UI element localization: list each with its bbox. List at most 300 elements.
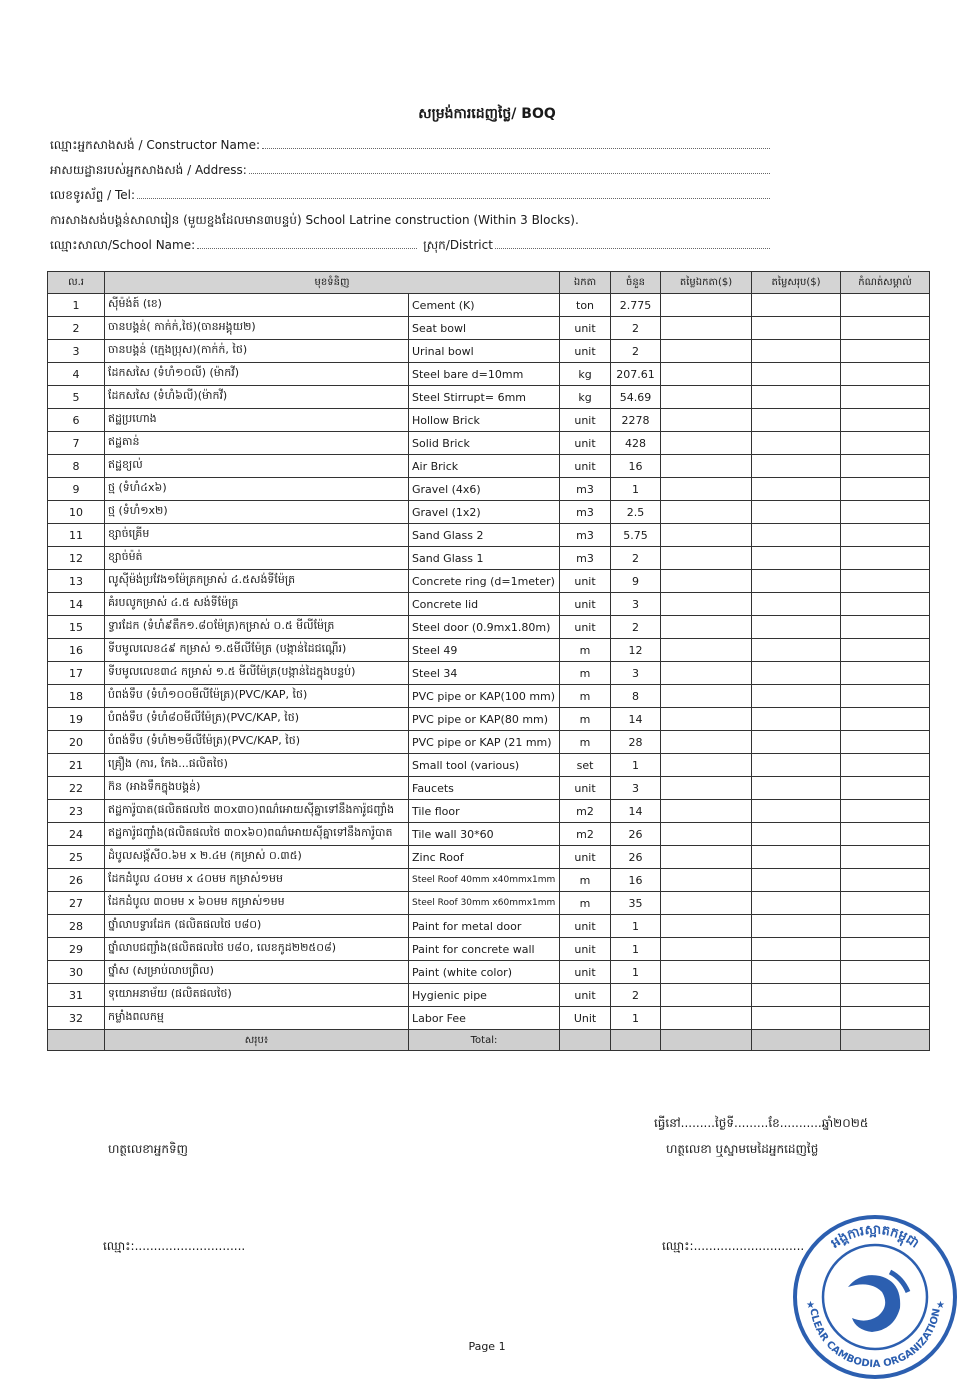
cell-unit-price[interactable] — [661, 869, 752, 892]
cell-total-price[interactable] — [752, 294, 841, 317]
table-header-row — [48, 272, 930, 294]
cell-unit: unit — [560, 616, 611, 639]
cell-total-price[interactable] — [752, 616, 841, 639]
cell-unit: unit — [560, 455, 611, 478]
cell-unit-price[interactable] — [661, 340, 752, 363]
cell-total-price[interactable] — [752, 455, 841, 478]
table-row — [48, 501, 930, 524]
cell-item-en: Tile floor — [409, 800, 560, 823]
cell-unit-price[interactable] — [661, 524, 752, 547]
cell-remarks[interactable] — [841, 961, 930, 984]
address-label: អាសយដ្ឋានរបស់អ្នកសាងសង់ / Address: — [50, 163, 247, 177]
cell-remarks[interactable] — [841, 363, 930, 386]
table-row — [48, 1007, 930, 1030]
cell-total-price[interactable] — [752, 501, 841, 524]
cell-qty: 2.775 — [611, 294, 661, 317]
cell-item-en: Steel Stirrupt= 6mm — [409, 386, 560, 409]
cell-item-kh: ថ្នាំលាបជញ្ជាំង(ផលិតផលថៃ ប៨០, លេខកូដ២២៥០៨) — [105, 938, 409, 961]
cell-unit-price[interactable] — [661, 478, 752, 501]
cell-unit: m3 — [560, 501, 611, 524]
table-row — [48, 547, 930, 570]
cell-unit-price[interactable] — [661, 708, 752, 731]
col-header-total-price: តម្លៃសរុប($) — [752, 272, 841, 294]
cell-total-price[interactable] — [752, 984, 841, 1007]
cell-total-price[interactable] — [752, 915, 841, 938]
table-row — [48, 708, 930, 731]
tel-blank[interactable] — [137, 188, 770, 199]
cell-no: 23 — [48, 800, 105, 823]
cell-total-price[interactable] — [752, 524, 841, 547]
cell-qty: 2 — [611, 317, 661, 340]
cell-total-price[interactable] — [752, 409, 841, 432]
cell-qty: 3 — [611, 593, 661, 616]
cell-unit-price[interactable] — [661, 1007, 752, 1030]
cell-item-kh: លូស៊ីម៉ង់ប្រវែង១ម៉ែត្រកម្រាស់ ៤.៥សង់ទីម៉ែត្រ — [105, 570, 409, 593]
cell-unit: unit — [560, 317, 611, 340]
cell-remarks[interactable] — [841, 984, 930, 1007]
cell-unit-price[interactable] — [661, 961, 752, 984]
cell-unit-price[interactable] — [661, 754, 752, 777]
cell-unit: kg — [560, 386, 611, 409]
cell-no: 7 — [48, 432, 105, 455]
cell-item-kh: គំរបលូកម្រាស់ ៤.៥ សង់ទីម៉ែត្រ — [105, 593, 409, 616]
total-cell-unit — [560, 1030, 611, 1051]
stamp-text-bottom: CLEAR CAMBODIA ORGANIZATION — [807, 1307, 943, 1371]
cell-item-kh: ដែកដំបូល ៣០មម x ៦០មម កម្រាស់១មម — [105, 892, 409, 915]
cell-item-en: Cement (K) — [409, 294, 560, 317]
cell-item-kh: ទីបមូលលេខ៣៤ កម្រាស់ ១.៥ មីលីម៉ែត្រ(បង្កាន់ដៃក្នុងបន្ទប់) — [105, 662, 409, 685]
table-row — [48, 754, 930, 777]
cell-item-en: Paint for concrete wall — [409, 938, 560, 961]
cell-unit-price[interactable] — [661, 846, 752, 869]
cell-unit: m — [560, 731, 611, 754]
cell-unit: unit — [560, 593, 611, 616]
cell-item-kh: កម្លាំងពលកម្ម — [105, 1007, 409, 1030]
cell-qty: 14 — [611, 708, 661, 731]
cell-item-kh: ចានបង្គន់ (ក្មេងប្រុស)(កាក់ក់, ថៃ) — [105, 340, 409, 363]
cell-remarks[interactable] — [841, 846, 930, 869]
cell-qty: 1 — [611, 915, 661, 938]
table-row — [48, 386, 930, 409]
cell-remarks[interactable] — [841, 478, 930, 501]
cell-no: 3 — [48, 340, 105, 363]
cell-unit: unit — [560, 984, 611, 1007]
cell-no: 20 — [48, 731, 105, 754]
cell-item-en: Steel door (0.9mx1.80m) — [409, 616, 560, 639]
cell-remarks[interactable] — [841, 662, 930, 685]
cell-unit: m3 — [560, 478, 611, 501]
cell-item-kh: ក៊ន (អាងទឹកក្នុងបង្គន់) — [105, 777, 409, 800]
total-cell-remarks — [841, 1030, 930, 1051]
cell-item-en: Paint (white color) — [409, 961, 560, 984]
col-header-unit: ឯកតា — [560, 272, 611, 294]
cell-qty: 2.5 — [611, 501, 661, 524]
table-row — [48, 984, 930, 1007]
cell-item-en: Steel Roof 40mm x40mmx1mm — [409, 869, 560, 892]
cell-remarks[interactable] — [841, 432, 930, 455]
cell-qty: 28 — [611, 731, 661, 754]
constructor-name-line — [50, 137, 770, 155]
cell-remarks[interactable] — [841, 1007, 930, 1030]
cell-remarks[interactable] — [841, 639, 930, 662]
table-row — [48, 892, 930, 915]
cell-no: 24 — [48, 823, 105, 846]
cell-unit-price[interactable] — [661, 938, 752, 961]
tel-label: លេខទូរស័ព្ទ / Tel: — [50, 188, 136, 202]
cell-total-price[interactable] — [752, 961, 841, 984]
cell-unit-price[interactable] — [661, 800, 752, 823]
cell-no: 30 — [48, 961, 105, 984]
cell-qty: 54.69 — [611, 386, 661, 409]
total-label-kh: សរុប៖ — [105, 1030, 409, 1051]
cell-total-price[interactable] — [752, 938, 841, 961]
cell-unit-price[interactable] — [661, 501, 752, 524]
buyer-signature-label: ហត្ថលេខាអ្នកទិញ — [108, 1142, 188, 1156]
cell-remarks[interactable] — [841, 685, 930, 708]
col-header-qty: ចំនួន — [611, 272, 661, 294]
cell-item-en: Gravel (4x6) — [409, 478, 560, 501]
cell-item-en: Concrete lid — [409, 593, 560, 616]
cell-qty: 14 — [611, 800, 661, 823]
cell-no: 27 — [48, 892, 105, 915]
cell-qty: 428 — [611, 432, 661, 455]
table-row — [48, 524, 930, 547]
bidder-signature-label: ហត្ថលេខា ឬស្នាមមេដៃអ្នកដេញថ្លៃ — [666, 1142, 819, 1156]
cell-item-kh: ខ្សាច់ម៉ត់ — [105, 547, 409, 570]
cell-item-en: Sand Glass 2 — [409, 524, 560, 547]
cell-no: 14 — [48, 593, 105, 616]
cell-remarks[interactable] — [841, 731, 930, 754]
cell-unit: m — [560, 869, 611, 892]
cell-remarks[interactable] — [841, 294, 930, 317]
cell-no: 12 — [48, 547, 105, 570]
cell-item-kh: ឥដ្ឋការ៉ូជញ្ជាំង(ផលិតផលថៃ ៣០x៦០)ពណ៌អោយស៊ីគ្នាទៅនឹងការ៉ូបាត — [105, 823, 409, 846]
cell-unit-price[interactable] — [661, 455, 752, 478]
cell-unit: m2 — [560, 800, 611, 823]
cell-unit-price[interactable] — [661, 685, 752, 708]
table-row — [48, 915, 930, 938]
constructor-name-label: ឈ្មោះអ្នកសាងសង់ / Constructor Name: — [50, 138, 260, 152]
table-row — [48, 294, 930, 317]
cell-unit-price[interactable] — [661, 777, 752, 800]
cell-no: 19 — [48, 708, 105, 731]
cell-item-kh: ថ្ម (ទំហំ៤x៦) — [105, 478, 409, 501]
cell-total-price[interactable] — [752, 823, 841, 846]
district-blank[interactable] — [495, 238, 770, 249]
cell-total-price[interactable] — [752, 892, 841, 915]
buyer-name-line[interactable]: ឈ្មោះ:............................. — [103, 1239, 246, 1253]
cell-unit: unit — [560, 846, 611, 869]
cell-unit-price[interactable] — [661, 386, 752, 409]
tel-line — [50, 187, 770, 205]
cell-item-en: PVC pipe or KAP (21 mm) — [409, 731, 560, 754]
cell-unit-price[interactable] — [661, 432, 752, 455]
project-description — [50, 212, 770, 230]
page-title: សម្រង់ការដេញថ្លៃ/ BOQ — [418, 106, 556, 122]
cell-unit-price[interactable] — [661, 616, 752, 639]
address-blank[interactable] — [249, 163, 770, 174]
cell-total-price[interactable] — [752, 593, 841, 616]
cell-unit-price[interactable] — [661, 662, 752, 685]
cell-qty: 2 — [611, 340, 661, 363]
col-header-unit-price: តម្លៃឯកតា($) — [661, 272, 752, 294]
cell-item-kh: ឥដ្ឋប្រហោង — [105, 409, 409, 432]
cell-item-en: Paint for metal door — [409, 915, 560, 938]
cell-item-kh: ដំបូលសង្ក័សី០.៦ម x ២.៤ម (កម្រាស់ ០.៣៥) — [105, 846, 409, 869]
cell-unit-price[interactable] — [661, 984, 752, 1007]
cell-item-kh: បំពង់ទឹប (ទំហំ១០០មីលីម៉ែត្រ)(PVC/KAP, ថៃ) — [105, 685, 409, 708]
cell-qty: 8 — [611, 685, 661, 708]
cell-qty: 26 — [611, 823, 661, 846]
cell-remarks[interactable] — [841, 915, 930, 938]
cell-total-price[interactable] — [752, 570, 841, 593]
table-row — [48, 662, 930, 685]
cell-item-kh: ខ្សាច់គ្រើម — [105, 524, 409, 547]
table-row — [48, 570, 930, 593]
cell-total-price[interactable] — [752, 547, 841, 570]
cell-item-en: Steel Roof 30mm x60mmx1mm — [409, 892, 560, 915]
cell-item-kh: ថ្នាំស (សម្រាប់លាបព្រិល) — [105, 961, 409, 984]
cell-total-price[interactable] — [752, 685, 841, 708]
cell-item-kh: ស៊ីម៉ង់ត៍ (ខេ) — [105, 294, 409, 317]
cell-unit-price[interactable] — [661, 915, 752, 938]
cell-remarks[interactable] — [841, 455, 930, 478]
table-row — [48, 777, 930, 800]
cell-item-en: Labor Fee — [409, 1007, 560, 1030]
cell-remarks[interactable] — [841, 547, 930, 570]
cell-total-price[interactable] — [752, 478, 841, 501]
cell-remarks[interactable] — [841, 524, 930, 547]
table-row — [48, 616, 930, 639]
cell-no: 26 — [48, 869, 105, 892]
table-row — [48, 340, 930, 363]
cell-item-kh: ទ្វារដែក (ទំហំ៩តឹក១.៨០ម៉ែត្រ)កម្រាស់ ០.៥ មីលីម៉ែត្រ — [105, 616, 409, 639]
cell-unit-price[interactable] — [661, 593, 752, 616]
cell-unit: unit — [560, 938, 611, 961]
cell-item-en: PVC pipe or KAP(80 mm) — [409, 708, 560, 731]
project-description-text: ការសាងសង់បង្គន់សាលារៀន (មួយខ្នងដែលមាន៣បន្ទប់) School Latrine construction (Within 3 Blocks). — [50, 213, 579, 227]
cell-remarks[interactable] — [841, 501, 930, 524]
total-label-en: Total: — [409, 1030, 560, 1051]
cell-total-price[interactable] — [752, 846, 841, 869]
cell-unit: set — [560, 754, 611, 777]
cell-total-price[interactable] — [752, 731, 841, 754]
table-row — [48, 823, 930, 846]
table-row — [48, 869, 930, 892]
cell-unit-price[interactable] — [661, 731, 752, 754]
cell-no: 16 — [48, 639, 105, 662]
cell-item-en: Steel bare d=10mm — [409, 363, 560, 386]
cell-item-en: Steel 49 — [409, 639, 560, 662]
constructor-name-blank[interactable] — [262, 138, 770, 149]
cell-remarks[interactable] — [841, 708, 930, 731]
cell-unit-price[interactable] — [661, 294, 752, 317]
cell-remarks[interactable] — [841, 593, 930, 616]
cell-qty: 2 — [611, 547, 661, 570]
cell-unit-price[interactable] — [661, 547, 752, 570]
cell-total-price[interactable] — [752, 386, 841, 409]
total-cell-total-price[interactable] — [752, 1030, 841, 1051]
cell-item-kh: ទុយោអនាម័យ (ផលិតផលថៃ) — [105, 984, 409, 1007]
table-row — [48, 846, 930, 869]
cell-unit-price[interactable] — [661, 317, 752, 340]
address-line — [50, 162, 770, 180]
cell-unit: unit — [560, 432, 611, 455]
cell-no: 28 — [48, 915, 105, 938]
cell-unit-price[interactable] — [661, 363, 752, 386]
cell-unit: unit — [560, 409, 611, 432]
cell-unit: ton — [560, 294, 611, 317]
cell-no: 11 — [48, 524, 105, 547]
cell-total-price[interactable] — [752, 869, 841, 892]
cell-item-en: PVC pipe or KAP(100 mm) — [409, 685, 560, 708]
cell-item-kh: ថ្ម (ទំហំ១x២) — [105, 501, 409, 524]
page-number: Page 1 — [468, 1340, 506, 1353]
cell-item-en: Steel 34 — [409, 662, 560, 685]
col-header-remarks: កំណត់សម្គាល់ — [841, 272, 930, 294]
total-cell-no — [48, 1030, 105, 1051]
cell-unit-price[interactable] — [661, 823, 752, 846]
cell-remarks[interactable] — [841, 317, 930, 340]
cell-remarks[interactable] — [841, 892, 930, 915]
cell-total-price[interactable] — [752, 432, 841, 455]
table-row — [48, 731, 930, 754]
cell-qty: 207.61 — [611, 363, 661, 386]
cell-unit: m — [560, 708, 611, 731]
table-row — [48, 363, 930, 386]
cell-no: 5 — [48, 386, 105, 409]
cell-item-en: Hollow Brick — [409, 409, 560, 432]
cell-remarks[interactable] — [841, 823, 930, 846]
cell-qty: 9 — [611, 570, 661, 593]
cell-total-price[interactable] — [752, 800, 841, 823]
cell-unit: m — [560, 662, 611, 685]
cell-item-en: Solid Brick — [409, 432, 560, 455]
cell-qty: 1 — [611, 1007, 661, 1030]
cell-item-en: Urinal bowl — [409, 340, 560, 363]
cell-no: 1 — [48, 294, 105, 317]
cell-qty: 12 — [611, 639, 661, 662]
cell-qty: 1 — [611, 754, 661, 777]
cell-total-price[interactable] — [752, 639, 841, 662]
school-line — [50, 237, 770, 255]
cell-unit-price[interactable] — [661, 892, 752, 915]
cell-unit: m2 — [560, 823, 611, 846]
cell-no: 15 — [48, 616, 105, 639]
cell-item-kh: ថ្នាំលាបទ្វារដែក (ផលិតផលថៃ ប៨០) — [105, 915, 409, 938]
cell-item-kh: គ្រឿង (ការ, កែង...ផលិតថៃ) — [105, 754, 409, 777]
cell-total-price[interactable] — [752, 777, 841, 800]
cell-no: 10 — [48, 501, 105, 524]
cell-total-price[interactable] — [752, 754, 841, 777]
cell-item-kh: បំពង់ទឹប (ទំហំ២១មីលីម៉ែត្រ)(PVC/KAP, ថៃ) — [105, 731, 409, 754]
cell-unit-price[interactable] — [661, 409, 752, 432]
cell-item-en: Small tool (various) — [409, 754, 560, 777]
school-name-blank[interactable] — [197, 238, 417, 249]
cell-no: 25 — [48, 846, 105, 869]
cell-item-kh: ឥដ្ឋខ្យល់ — [105, 455, 409, 478]
cell-unit: m — [560, 639, 611, 662]
cell-unit: m3 — [560, 524, 611, 547]
cell-no: 22 — [48, 777, 105, 800]
cell-qty: 26 — [611, 846, 661, 869]
cell-item-en: Air Brick — [409, 455, 560, 478]
cell-no: 18 — [48, 685, 105, 708]
cell-qty: 1 — [611, 478, 661, 501]
cell-item-en: Hygienic pipe — [409, 984, 560, 1007]
cell-unit: unit — [560, 777, 611, 800]
cell-no: 32 — [48, 1007, 105, 1030]
cell-no: 17 — [48, 662, 105, 685]
cell-unit-price[interactable] — [661, 639, 752, 662]
cell-remarks[interactable] — [841, 754, 930, 777]
cell-total-price[interactable] — [752, 317, 841, 340]
cell-remarks[interactable] — [841, 938, 930, 961]
cell-remarks[interactable] — [841, 869, 930, 892]
cell-remarks[interactable] — [841, 386, 930, 409]
cell-item-kh: បំពង់ទឹប (ទំហំ៨០មីលីម៉ែត្រ)(PVC/KAP, ថៃ) — [105, 708, 409, 731]
cell-remarks[interactable] — [841, 777, 930, 800]
table-row — [48, 639, 930, 662]
cell-remarks[interactable] — [841, 409, 930, 432]
cell-item-en: Zinc Roof — [409, 846, 560, 869]
cell-qty: 3 — [611, 777, 661, 800]
cell-qty: 2278 — [611, 409, 661, 432]
cell-remarks[interactable] — [841, 340, 930, 363]
cell-total-price[interactable] — [752, 708, 841, 731]
cell-item-en: Faucets — [409, 777, 560, 800]
total-row — [48, 1030, 930, 1051]
cell-no: 13 — [48, 570, 105, 593]
cell-remarks[interactable] — [841, 800, 930, 823]
cell-no: 21 — [48, 754, 105, 777]
cell-item-en: Gravel (1x2) — [409, 501, 560, 524]
cell-qty: 16 — [611, 455, 661, 478]
cell-unit: m — [560, 685, 611, 708]
cell-qty: 16 — [611, 869, 661, 892]
cell-no: 29 — [48, 938, 105, 961]
cell-qty: 1 — [611, 938, 661, 961]
cell-unit-price[interactable] — [661, 570, 752, 593]
table-row — [48, 317, 930, 340]
table-row — [48, 409, 930, 432]
organization-stamp-icon — [790, 1212, 960, 1382]
cell-item-en: Seat bowl — [409, 317, 560, 340]
cell-no: 31 — [48, 984, 105, 1007]
cell-item-kh: ទីបមូលលេខ៤៩ កម្រាស់ ១.៥មីលីម៉ែត្រ (បង្កាន់ដៃជណ្ដើរ) — [105, 639, 409, 662]
cell-unit: unit — [560, 961, 611, 984]
cell-unit: unit — [560, 570, 611, 593]
cell-total-price[interactable] — [752, 1007, 841, 1030]
stamp-text-top: អង្គការស្អាតកម្ពុជា — [828, 1222, 922, 1252]
cell-item-kh: ចានបង្គន់( កាក់ក់,ថៃ)(ចានអង្គុយ២) — [105, 317, 409, 340]
cell-total-price[interactable] — [752, 340, 841, 363]
cell-qty: 1 — [611, 961, 661, 984]
cell-unit: m3 — [560, 547, 611, 570]
cell-item-kh: ដែកសសៃ (ទំហំ៦លី)(ម៉ាកវី) — [105, 386, 409, 409]
school-name-label: ឈ្មោះសាលា/School Name: — [50, 238, 196, 252]
cell-total-price[interactable] — [752, 662, 841, 685]
cell-item-kh: ឥដ្ឋការ៉ូបាត(ផលិតផលថៃ ៣០x៣០)ពណ៌អោយស៊ីគ្នាទៅនឹងការ៉ូជញ្ជាំង — [105, 800, 409, 823]
table-row — [48, 938, 930, 961]
cell-remarks[interactable] — [841, 570, 930, 593]
bidder-name-line[interactable]: ឈ្មោះ:............................. — [662, 1239, 805, 1253]
cell-item-kh: ឥដ្ឋតាន់ — [105, 432, 409, 455]
table-row — [48, 800, 930, 823]
cell-remarks[interactable] — [841, 616, 930, 639]
cell-unit: Unit — [560, 1007, 611, 1030]
cell-total-price[interactable] — [752, 363, 841, 386]
